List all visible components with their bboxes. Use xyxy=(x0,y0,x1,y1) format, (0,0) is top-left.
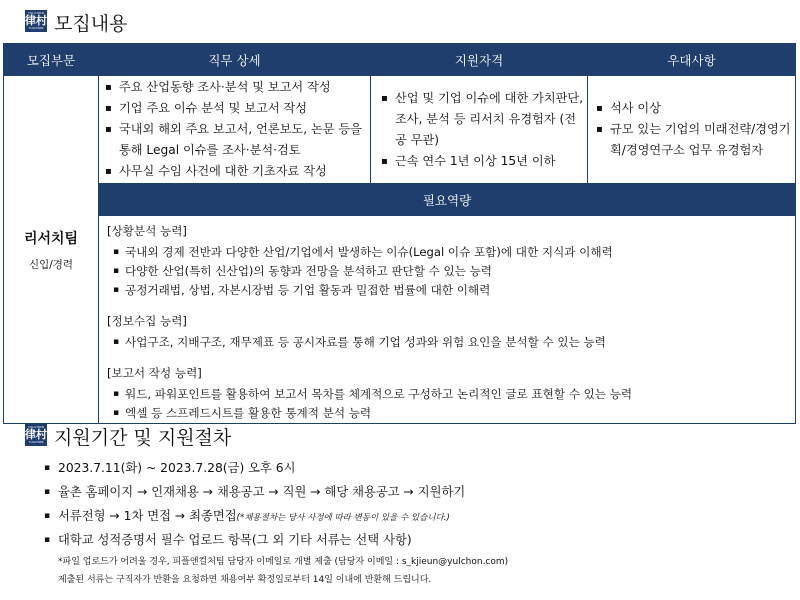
competency-item: ▪ 엑셀 등 스프레드시트를 활용한 통계적 분석 능력 xyxy=(113,404,795,423)
screening-note: (*채용절차는 당사 사정에 따라 변동이 있을 수 있습니다.) xyxy=(236,513,450,523)
competency-heading: [상황분석 능력] xyxy=(107,224,187,238)
dept-name: 리서치팀 xyxy=(23,230,79,247)
note-return: 제출된 서류는 구직자가 반환을 요청하면 채용여부 확정일로부터 14일 이내에 반환해 드립니다. xyxy=(58,575,432,585)
competency-situation xyxy=(99,222,795,300)
header-dept: 모집부문 xyxy=(4,44,99,76)
competency-item: ▪ 국내외 경제 전반과 다양한 산업/기업에서 발생하는 이슈(Legal 이슈 포함)에 대한 지식과 이해력 xyxy=(113,243,795,262)
competency-heading: [보고서 작성 능력] xyxy=(107,366,202,380)
notes xyxy=(58,553,508,589)
competency-item: ▪ 공정거래법, 상법, 자본시장법 등 기업 활동과 밀접한 법률에 대한 이해력 xyxy=(113,281,795,300)
preferred-cell xyxy=(588,76,796,184)
competency-info xyxy=(99,312,795,352)
duty-item: ▪ 주요 산업동향 조사·분석 및 보고서 작성 xyxy=(105,77,370,98)
dept-type: 신입/경력 xyxy=(28,258,74,271)
upload-requirement: ▪ 대학교 성적증명서 필수 업로드 항목(그 외 기타 서류는 선택 사항) xyxy=(44,530,465,554)
header-duties: 직무 상세 xyxy=(99,44,371,76)
note-email: *파일 업로드가 어려울 경우, 피플앤컬처팀 담당자 이메일로 개별 제출 (담당자 이메일 : s_kjieun@yulchon.com) xyxy=(58,557,509,567)
duty-item: ▪ 국내외 해외 주요 보고서, 언론보도, 논문 등을 통해 Legal 이슈를 조사·분석·검토 xyxy=(105,119,370,161)
screening-process: ▪ 서류전형 → 1차 면접 → 최종면접(*채용절차는 당사 사정에 따라 변동이 있을 수 있습니다.) xyxy=(44,506,465,530)
section-title-application: 지원기간 및 지원절차 xyxy=(54,427,232,449)
duties-cell xyxy=(99,76,371,184)
competency-report xyxy=(99,364,795,423)
process-list xyxy=(44,458,465,554)
qualifications-cell xyxy=(371,76,588,184)
competency-header: 필요역량 xyxy=(99,184,796,216)
qualification-item: ▪ 근속 연수 1년 이상 15년 이하 xyxy=(381,151,587,172)
competency-cell xyxy=(99,216,796,424)
duty-item: ▪ 기업 주요 이슈 분석 및 보고서 작성 xyxy=(105,98,370,119)
dept-cell xyxy=(4,76,99,424)
competency-item: ▪ 다양한 산업(특히 신산업)의 동향과 전망을 분석하고 판단할 수 있는 능력 xyxy=(113,262,795,281)
competency-item: ▪ 워드, 파워포인트를 활용하여 보고서 목차를 체계적으로 구성하고 논리적인 글로 표현할 수 있는 능력 xyxy=(113,385,795,404)
competency-item: ▪ 사업구조, 지배구조, 재무제표 등 공시자료를 통해 기업 성과와 위험 요인을 분석할 수 있는 능력 xyxy=(113,333,795,352)
competency-heading: [정보수집 능력] xyxy=(107,314,187,328)
qualification-item: ▪ 산업 및 기업 이슈에 대한 가치판단, 조사, 분석 등 리서치 유경험자 (전공 무관) xyxy=(381,88,587,151)
header-preferred: 우대사항 xyxy=(588,44,796,76)
yulchon-logo: YULCHON 律村 YULCHON xyxy=(25,425,47,444)
preferred-item: ▪ 석사 이상 xyxy=(596,98,795,119)
preferred-item: ▪ 규모 있는 기업의 미래전략/경영기획/경영연구소 업무 유경험자 xyxy=(596,119,795,161)
recruitment-table xyxy=(3,43,796,424)
section-title-recruitment: 모집내용 xyxy=(54,13,128,35)
application-period: ▪ 2023.7.11(화) ~ 2023.7.28(금) 오후 6시 xyxy=(44,458,465,482)
yulchon-logo: YULCHON 律村 YULCHON xyxy=(25,11,47,30)
header-qualifications: 지원자격 xyxy=(371,44,588,76)
duty-item: ▪ 사무실 수임 사건에 대한 기초자료 작성 xyxy=(105,161,370,182)
application-steps: ▪ 율촌 홈페이지 → 인재채용 → 채용공고 → 직원 → 해당 채용공고 → 지원하기 xyxy=(44,482,465,506)
